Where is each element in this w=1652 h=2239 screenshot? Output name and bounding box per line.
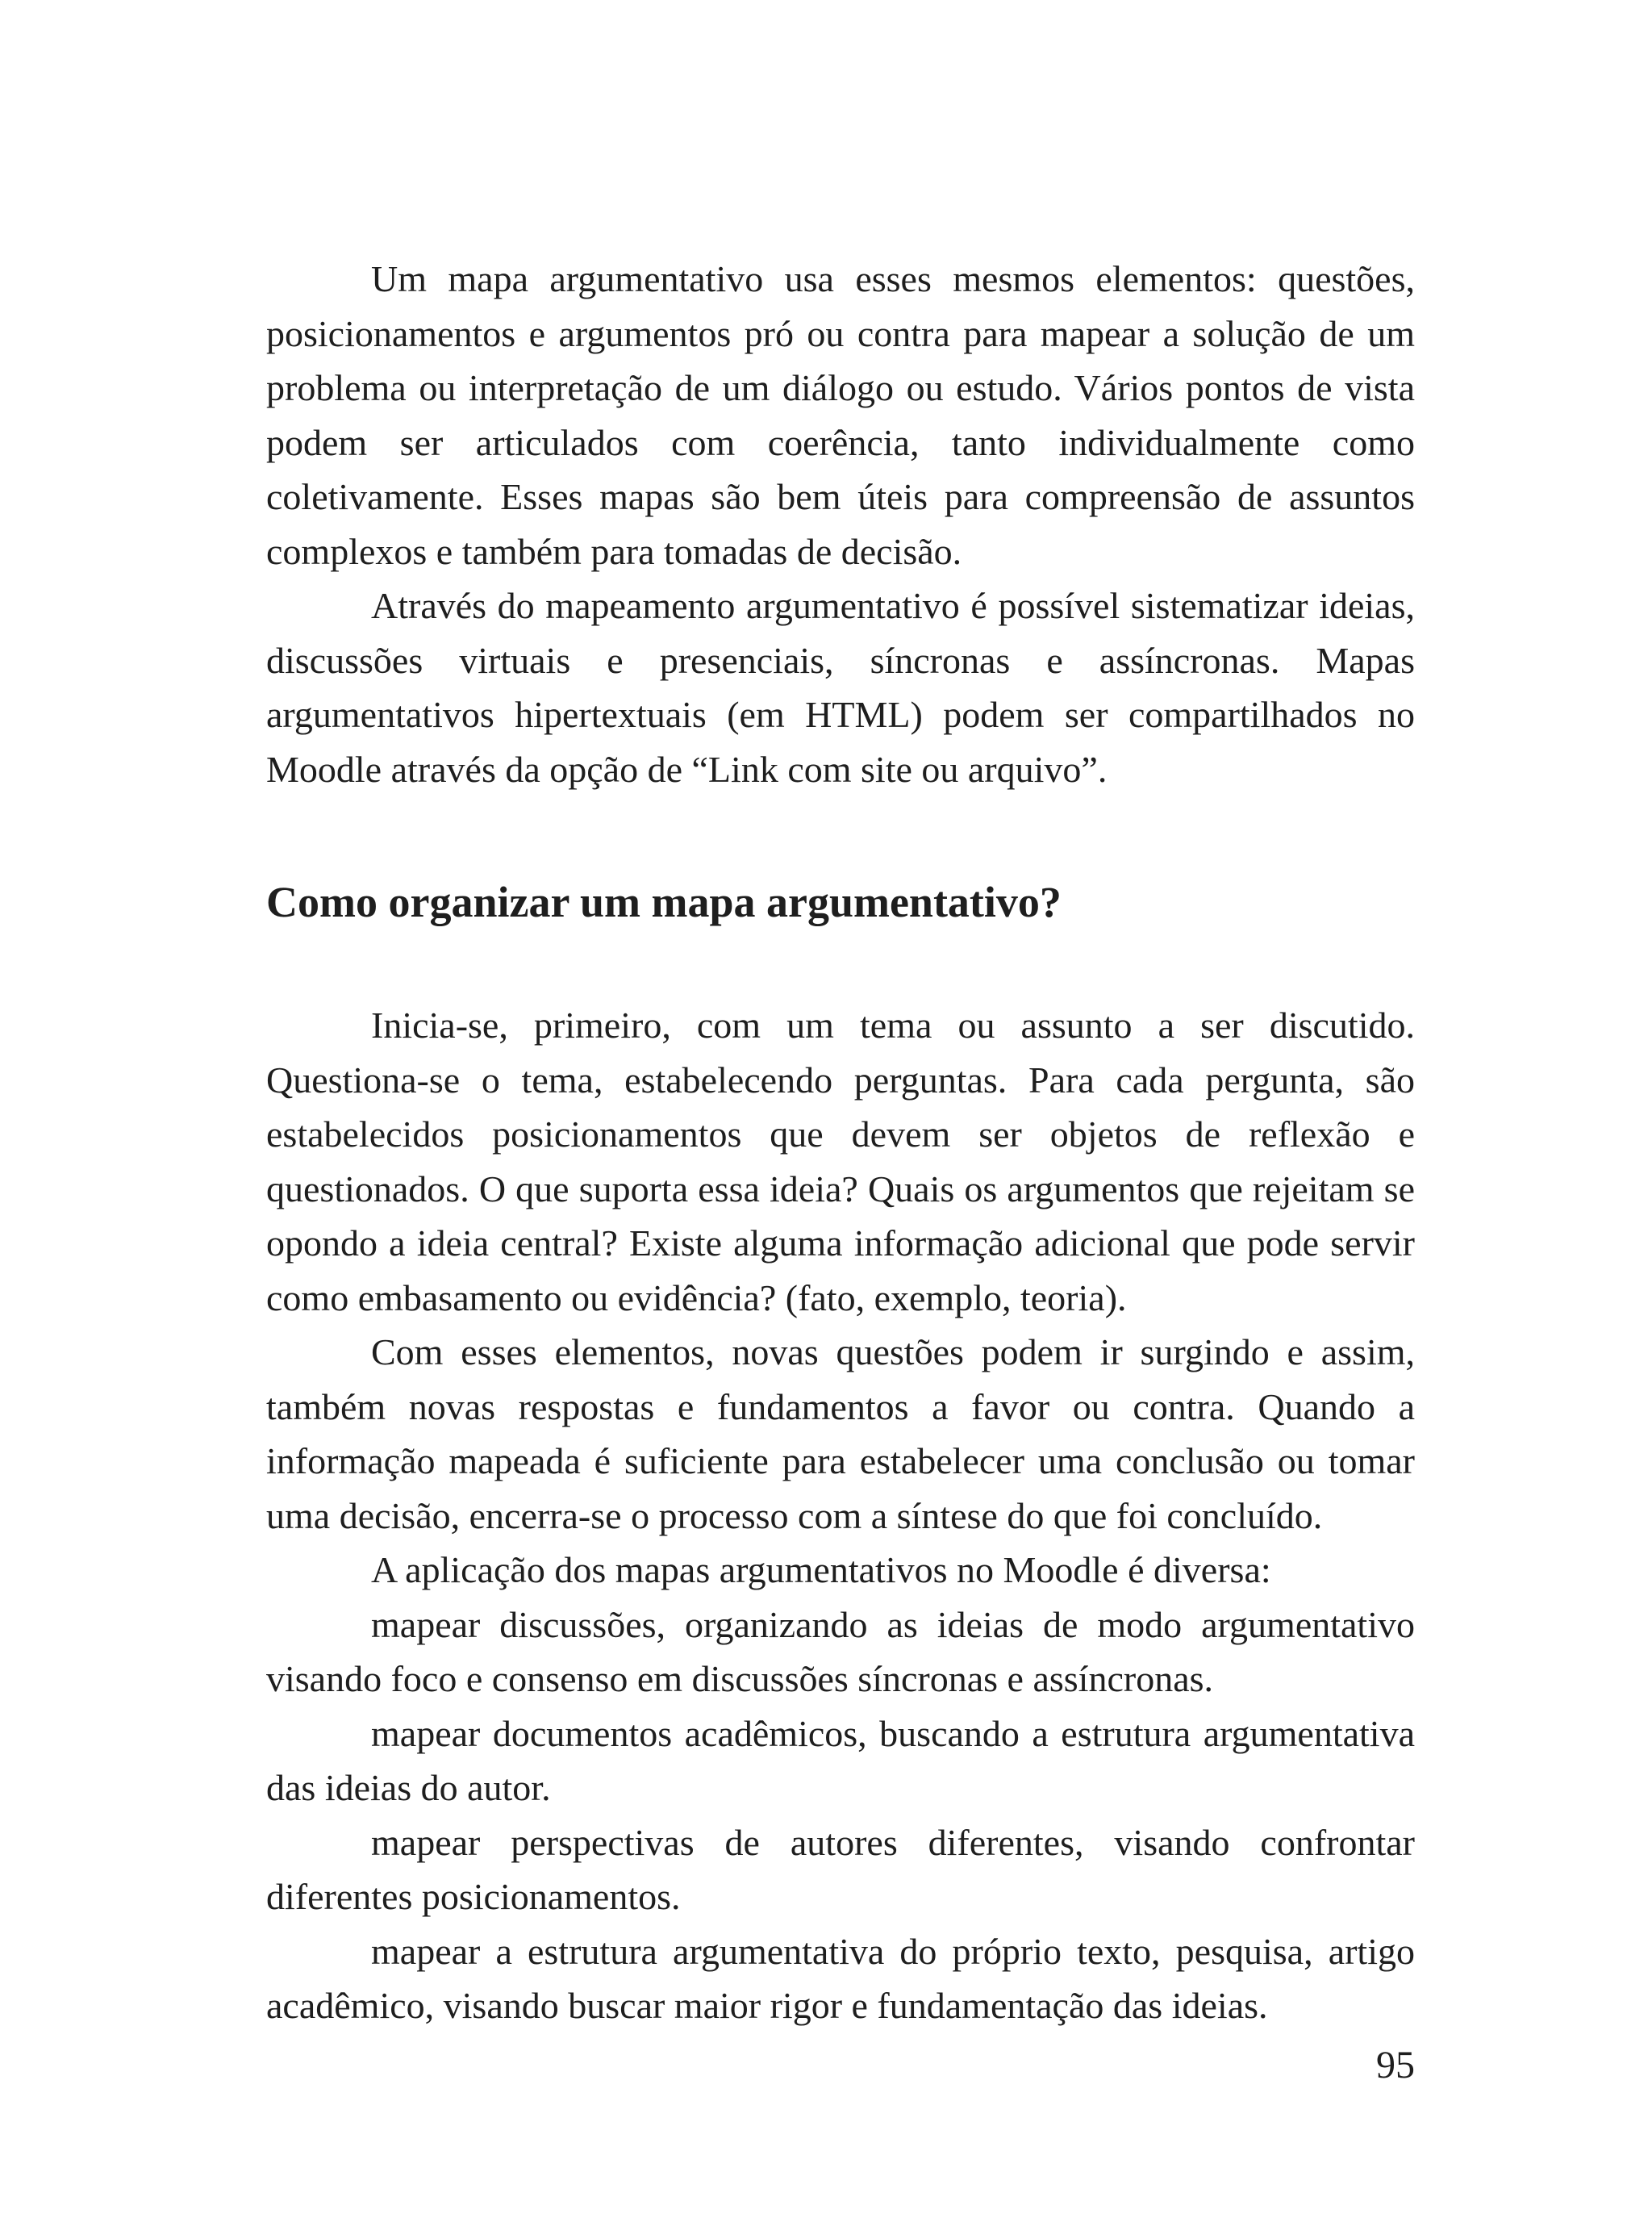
paragraph-intro-1: Um mapa argumentativo usa esses mesmos elementos: questões, posicionamentos e argumentos pró ou contra para mapear a solução de um problema ou interpretação de um diálogo ou estudo. Vários pontos de vista podem ser articulados com coerência, tanto individualmente como coletivamente. Esses mapas são bem úteis para compreensão de assuntos complexos e também para tomadas de decisão.	[266, 258, 1415, 572]
paragraph-intro-2: Através do mapeamento argumentativo é possível sistematizar ideias, discussões virtuais e presenciais, síncronas e assíncronas. Mapas argumentativos hipertextuais (em HTML) podem ser compartilhados no Moodle através da opção de “Link com site ou arquivo”.	[266, 585, 1415, 790]
list-paragraph-2: mapear documentos acadêmicos, buscando a estrutura argumentativa das ideias do autor.	[266, 1712, 1415, 1808]
paragraph-body-3: A aplicação dos mapas argumentativos no Moodle é diversa:	[371, 1549, 1271, 1590]
page-content	[266, 252, 1415, 2033]
page-number: 95	[1376, 2044, 1415, 2087]
paragraph-body-1: Inicia-se, primeiro, com um tema ou assunto a ser discutido. Questiona-se o tema, estabelecendo perguntas. Para cada pergunta, são estabelecidos posicionamentos que devem ser objetos de reflexão e questionados. O que suporta essa ideia? Quais os argumentos que rejeitam se opondo a ideia central? Existe alguma informação adicional que pode servir como embasamento ou evidência? (fato, exemplo, teoria).	[266, 1005, 1415, 1318]
list-paragraph-4: mapear a estrutura argumentativa do próprio texto, pesquisa, artigo acadêmico, visando buscar maior rigor e fundamentação das ideias.	[266, 1930, 1415, 2026]
list-paragraph-1: mapear discussões, organizando as ideias de modo argumentativo visando foco e consenso em discussões síncronas e assíncronas.	[266, 1603, 1415, 1699]
list-paragraph-3: mapear perspectivas de autores diferentes, visando confrontar diferentes posicionamentos.	[266, 1821, 1415, 1917]
section-heading: Como organizar um mapa argumentativo?	[266, 878, 1062, 926]
paragraph-body-2: Com esses elementos, novas questões podem ir surgindo e assim, também novas respostas e fundamentos a favor ou contra. Quando a informação mapeada é suficiente para estabelecer uma conclusão ou tomar uma decisão, encerra-se o processo com a síntese do que foi concluído.	[266, 1331, 1415, 1536]
